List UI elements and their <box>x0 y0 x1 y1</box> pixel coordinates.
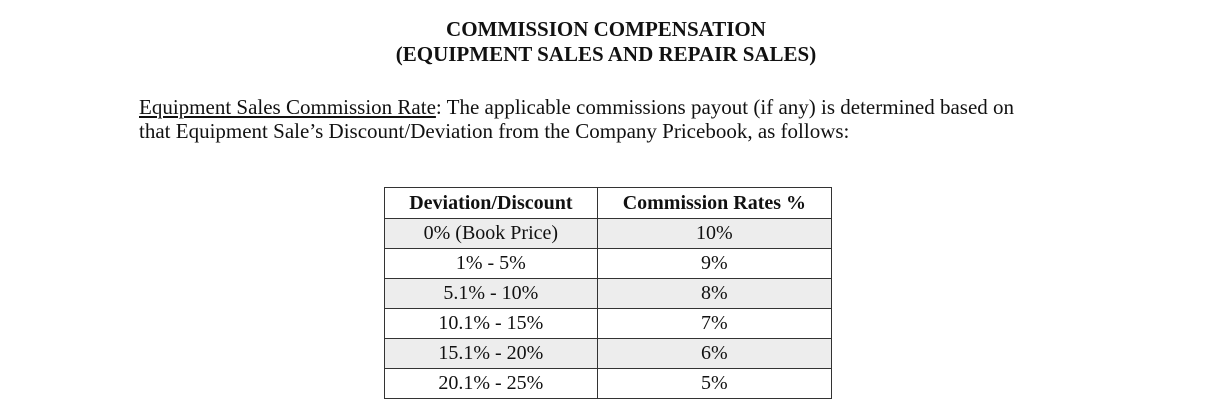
table-row <box>385 249 832 279</box>
title-line-2: (EQUIPMENT SALES AND REPAIR SALES) <box>395 42 817 66</box>
deviation-cell: 15.1% - 20% <box>385 339 598 369</box>
document-title <box>0 17 1212 67</box>
paragraph-line-1-text: The applicable commissions payout (if any) is determined based on <box>441 95 1015 119</box>
rate-cell: 5% <box>597 369 831 399</box>
deviation-cell: 5.1% - 10% <box>385 279 598 309</box>
commission-rate-paragraph <box>139 95 1099 143</box>
table-row <box>385 339 832 369</box>
table-row <box>385 309 832 339</box>
deviation-cell: 1% - 5% <box>385 249 598 279</box>
table-header-row <box>385 188 832 219</box>
rate-cell: 9% <box>597 249 831 279</box>
rate-cell: 7% <box>597 309 831 339</box>
deviation-cell: 10.1% - 15% <box>385 309 598 339</box>
table-row <box>385 219 832 249</box>
commission-rates-table <box>384 187 832 399</box>
rate-cell: 8% <box>597 279 831 309</box>
table-row <box>385 279 832 309</box>
title-line-1: COMMISSION COMPENSATION <box>446 17 766 41</box>
table-row <box>385 369 832 399</box>
paragraph-line-2: that Equipment Sale’s Discount/Deviation from the Company Pricebook, as follows: <box>139 119 850 143</box>
paragraph-lead-heading: Equipment Sales Commission Rate <box>139 95 436 119</box>
deviation-cell: 0% (Book Price) <box>385 219 598 249</box>
paragraph-line-1 <box>139 95 1099 119</box>
paragraph-colon: : <box>435 95 442 119</box>
rate-cell: 10% <box>597 219 831 249</box>
header-deviation-discount: Deviation/Discount <box>385 188 598 219</box>
header-commission-rates: Commission Rates % <box>597 188 831 219</box>
deviation-cell: 20.1% - 25% <box>385 369 598 399</box>
rate-cell: 6% <box>597 339 831 369</box>
